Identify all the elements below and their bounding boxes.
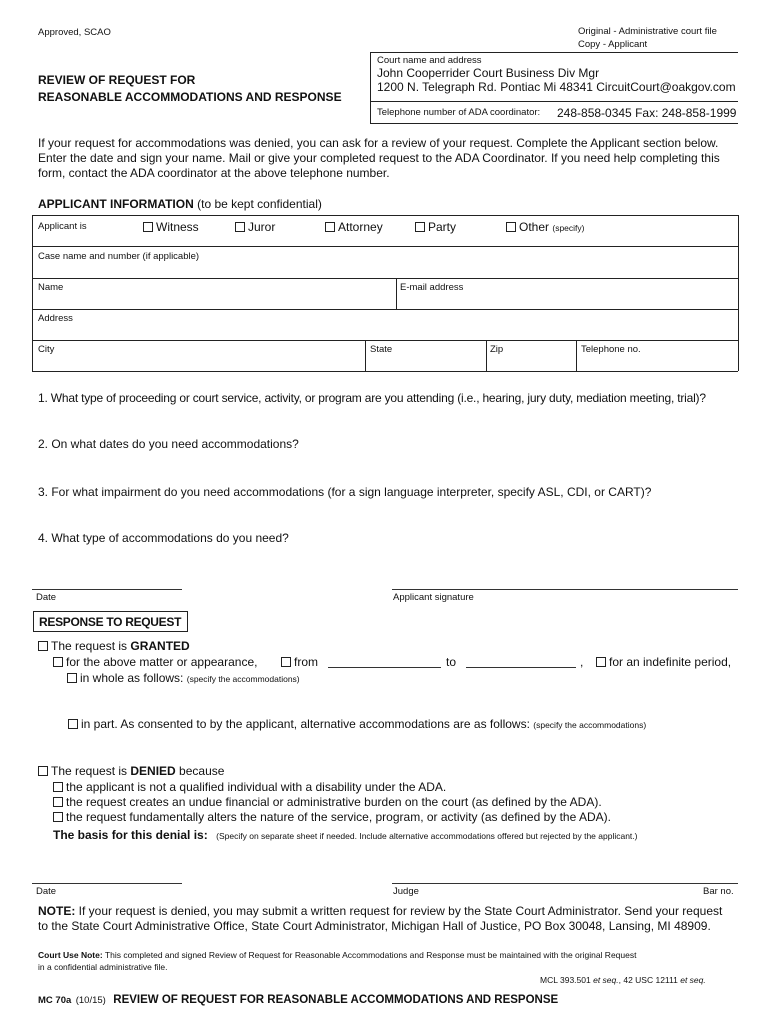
court-use-line2: in a confidential administrative file. [38,962,168,972]
comma: , [580,655,584,669]
applicant-type-witness[interactable]: Witness [143,220,199,234]
applicant-type-party[interactable]: Party [415,220,456,234]
form-title-line2: REASONABLE ACCOMMODATIONS AND RESPONSE [38,90,342,104]
part-option[interactable]: in part. As consented to by the applicant, alternative accommodations are as follows: (specify the accommodations) [68,717,646,731]
form-revision: (10/15) [75,995,106,1006]
footer-title: REVIEW OF REQUEST FOR REASONABLE ACCOMMODATIONS AND RESPONSE [113,994,559,1006]
from-option[interactable]: from [281,655,318,669]
whole-checkbox[interactable] [67,673,77,683]
court-name-line1[interactable]: John Cooperrider Court Business Div Mgr [377,66,600,80]
to-label: to [446,655,457,669]
ada-phone-value[interactable]: 248-858-0345 Fax: 248-858-1999 [557,106,737,120]
applicant-date-label: Date [36,592,57,603]
question-1: 1. What type of proceeding or court service, activity, or program are you attending (i.e., hearing, jury duty, mediation meeting, trial)? [38,391,706,405]
applicant-type-juror[interactable]: Juror [235,220,275,234]
reason-2-option[interactable]: the request creates an undue financial or administrative burden on the court (as defined by the ADA). [53,795,602,809]
party-checkbox[interactable] [415,222,425,232]
above-matter-checkbox[interactable] [53,657,63,667]
note-line2: to the State Court Administrative Office, State Court Administrator, Michigan Hall of Justice, PO Box 30048, Lansing, MI 48909. [38,919,711,933]
applicant-heading: APPLICANT INFORMATION (to be kept confidential) [38,197,322,211]
court-name-line2[interactable]: 1200 N. Telegraph Rd. Pontiac Mi 48341 CircuitCourt@oakgov.com [377,80,736,94]
intro-line2: Enter the date and sign your name. Mail or give your completed request to the ADA Coordinator. If you need help completing this [38,151,720,165]
distribution-original: Original - Administrative court file [578,26,717,37]
intro-line3: form, contact the ADA coordinator at the above telephone number. [38,166,390,180]
citation: MCL 393.501 et seq., 42 USC 12111 et seq. [540,975,706,985]
juror-checkbox[interactable] [235,222,245,232]
judge-label: Judge [393,886,419,897]
intro-line1: If your request for accommodations was denied, you can ask for a review of your request. Complete the Applicant section below. [38,136,719,150]
response-heading: RESPONSE TO REQUEST [39,615,182,629]
name-label: Name [38,282,64,293]
other-checkbox[interactable] [506,222,516,232]
reason-1-checkbox[interactable] [53,782,63,792]
granted-option[interactable]: The request is GRANTED [38,639,190,653]
applicant-is-label: Applicant is [38,221,87,232]
reason-1-option[interactable]: the applicant is not a qualified individual with a disability under the ADA. [53,780,446,794]
question-2: 2. On what dates do you need accommodations? [38,437,299,451]
indefinite-option[interactable]: for an indefinite period, [596,655,731,669]
reason-3-option[interactable]: the request fundamentally alters the nature of the service, program, or activity (as defined by the ADA). [53,810,611,824]
address-label: Address [38,313,73,324]
bar-no-label: Bar no. [703,886,734,897]
state-label: State [370,344,393,355]
applicant-signature-label: Applicant signature [393,592,474,603]
case-name-label: Case name and number (if applicable) [38,251,200,262]
whole-option[interactable]: in whole as follows: (specify the accommodations) [67,671,300,685]
applicant-type-other[interactable]: Other (specify) [506,220,584,234]
attorney-checkbox[interactable] [325,222,335,232]
above-matter-option[interactable]: for the above matter or appearance, [53,655,257,669]
judge-date-label: Date [36,886,57,897]
form-title-line1: REVIEW OF REQUEST FOR [38,73,196,87]
question-3: 3. For what impairment do you need accommodations (for a sign language interpreter, specify ASL, CDI, or CART)? [38,485,652,499]
indefinite-checkbox[interactable] [596,657,606,667]
distribution-copy: Copy - Applicant [578,39,648,50]
telephone-label: Telephone no. [581,344,641,355]
form-number: MC 70a [38,995,72,1006]
ada-phone-label: Telephone number of ADA coordinator: [377,107,541,118]
zip-label: Zip [490,344,504,355]
reason-3-checkbox[interactable] [53,812,63,822]
denied-option[interactable]: The request is DENIED because [38,764,224,778]
approved-scao: Approved, SCAO [38,27,111,38]
basis-line: The basis for this denial is: (Specify on separate sheet if needed. Include alternative accommodations offered but rejected by the applicant.) [53,828,638,842]
from-checkbox[interactable] [281,657,291,667]
court-use-line1: Court Use Note: This completed and signed Review of Request for Reasonable Accommodations and Response must be maintained with the original Request [38,950,637,960]
city-label: City [38,344,55,355]
applicant-type-attorney[interactable]: Attorney [325,220,383,234]
footer [38,990,558,1008]
note-line1: NOTE: If your request is denied, you may submit a written request for review by the State Court Administrator. Send your request [38,904,723,918]
question-4: 4. What type of accommodations do you need? [38,531,289,545]
part-checkbox[interactable] [68,719,78,729]
reason-2-checkbox[interactable] [53,797,63,807]
witness-checkbox[interactable] [143,222,153,232]
court-name-label: Court name and address [377,55,482,66]
granted-checkbox[interactable] [38,641,48,651]
email-label: E-mail address [400,282,464,293]
denied-checkbox[interactable] [38,766,48,776]
